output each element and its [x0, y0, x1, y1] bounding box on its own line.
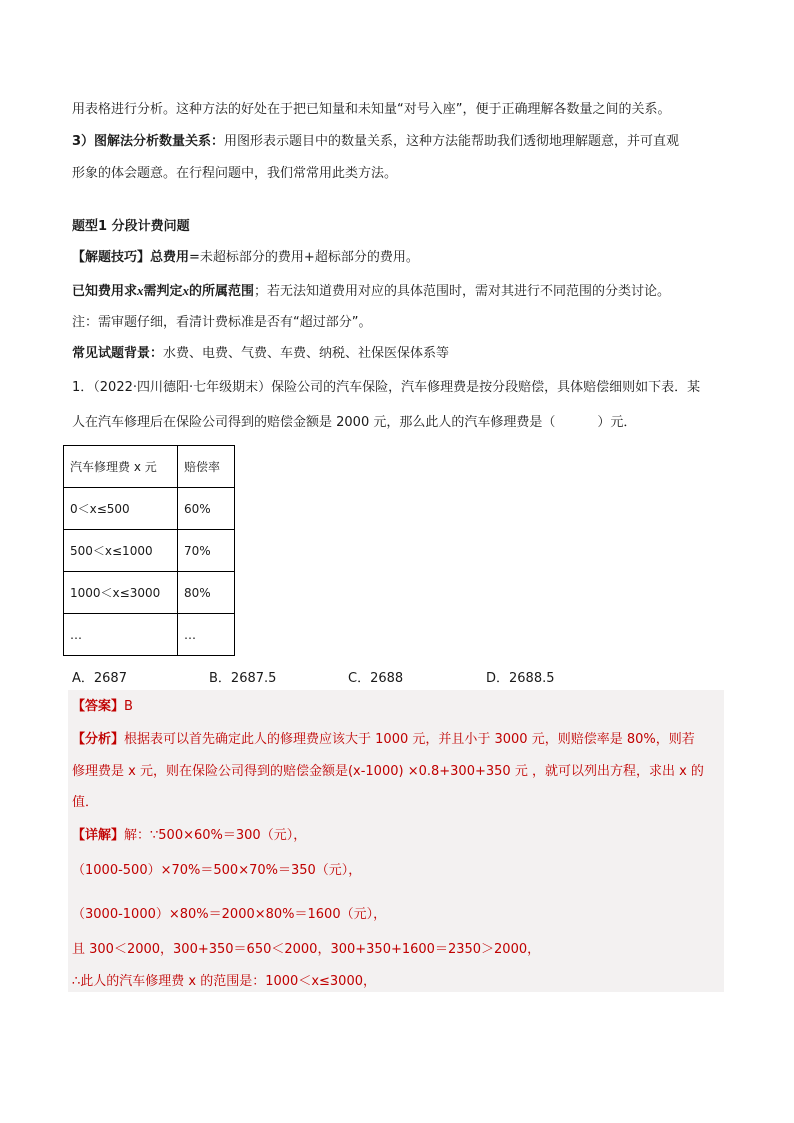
tip-line [72, 249, 419, 267]
tip-bold: 总费用 [150, 250, 190, 265]
table-cell: … [178, 614, 235, 656]
question-text-end: ）元． [597, 415, 637, 430]
detail-line-3: （3000-1000）×80%＝2000×80%＝1600（元）， [72, 907, 387, 922]
table-row [64, 572, 235, 614]
table-row [64, 614, 235, 656]
detail-line-1 [72, 827, 306, 845]
method-3-line-2: 形象的体会题意。在行程问题中，我们常常用此类方法。 [72, 166, 398, 181]
answer-value: B [124, 699, 133, 714]
table-header: 汽车修理费 x 元 [64, 446, 178, 488]
background-text: 水费、电费、气费、车费、纳税、社保医保体系等 [163, 346, 450, 361]
method-3-text: 用图形表示题目中的数量关系，这种方法能帮助我们透彻地理解题意，并可直观 [224, 134, 680, 149]
known-line [72, 282, 670, 301]
table-header-row [64, 446, 235, 488]
analysis-label: 【分析】 [72, 732, 125, 747]
analysis-line-1 [72, 731, 695, 749]
question-text: 人在汽车修理后在保险公司得到的赔偿金额是 2000 元，那么此人的汽车修理费是（ [72, 415, 556, 430]
option-a: A．2687 [72, 671, 127, 686]
known-rest: ；若无法知道费用对应的具体范围时，需对其进行不同范围的分类讨论。 [254, 284, 671, 299]
known-var-2: x [182, 283, 190, 298]
table-cell: 0＜x≤500 [64, 488, 178, 530]
table-row [64, 530, 235, 572]
detail-line-2: （1000-500）×70%＝500×70%＝350（元）， [72, 863, 362, 878]
background-line [72, 345, 449, 363]
table-row [64, 488, 235, 530]
detail-line-4: 且 300＜2000，300+350＝650＜2000，300+350+1600＝2350＞2000， [72, 942, 541, 957]
method-3-label: 3）图解法分析数量关系： [72, 134, 225, 149]
answer-line [72, 698, 133, 716]
table-cell: 80% [178, 572, 235, 614]
compensation-table [63, 445, 235, 656]
detail-text: 解：∵500×60%＝300（元）， [124, 828, 307, 843]
answer-options [72, 667, 722, 685]
analysis-text: 根据表可以首先确定此人的修理费应该大于 1000 元，并且小于 3000 元，则赔偿率是 80%，则若 [124, 732, 695, 747]
section-title: 题型1 分段计费问题 [72, 219, 190, 234]
analysis-line-2: 修理费是 x 元，则在保险公司得到的赔偿金额是(x-1000) ×0.8+300+350 元 ，就可以列出方程，求出 x 的 [72, 764, 704, 779]
table-header: 赔偿率 [178, 446, 235, 488]
tip-text: =未超标部分的费用+超标部分的费用。 [189, 250, 419, 265]
tip-label: 【解题技巧】 [72, 250, 151, 265]
table-cell: … [64, 614, 178, 656]
question-line-1: 1．（2022·四川德阳·七年级期末）保险公司的汽车保险，汽车修理费是按分段赔偿，具体赔偿细则如下表．某 [72, 380, 701, 395]
intro-line-1: 用表格进行分析。这种方法的好处在于把已知量和未知量“对号入座”，便于正确理解各数量之间的关系。 [72, 102, 671, 117]
known-bold-3: 的所属范围 [189, 284, 255, 299]
question-line-2 [72, 414, 636, 432]
known-bold-1: 已知费用求 [72, 284, 138, 299]
table-cell: 1000＜x≤3000 [64, 572, 178, 614]
detail-line-5: ∴此人的汽车修理费 x 的范围是：1000＜x≤3000， [72, 974, 376, 989]
option-c: C．2688 [348, 671, 404, 686]
analysis-line-3: 值． [72, 795, 99, 810]
note-line: 注：需审题仔细，看清计费标准是否有“超过部分”。 [72, 315, 372, 330]
table-cell: 60% [178, 488, 235, 530]
background-label: 常见试题背景： [72, 346, 164, 361]
answer-label: 【答案】 [72, 699, 125, 714]
option-b: B．2687.5 [209, 671, 277, 686]
detail-label: 【详解】 [72, 828, 125, 843]
method-3-line-1 [72, 133, 679, 151]
table-cell: 500＜x≤1000 [64, 530, 178, 572]
known-bold-2: 需判定 [143, 284, 183, 299]
option-d: D．2688.5 [486, 671, 555, 686]
table-cell: 70% [178, 530, 235, 572]
known-var-1: x [137, 283, 144, 298]
